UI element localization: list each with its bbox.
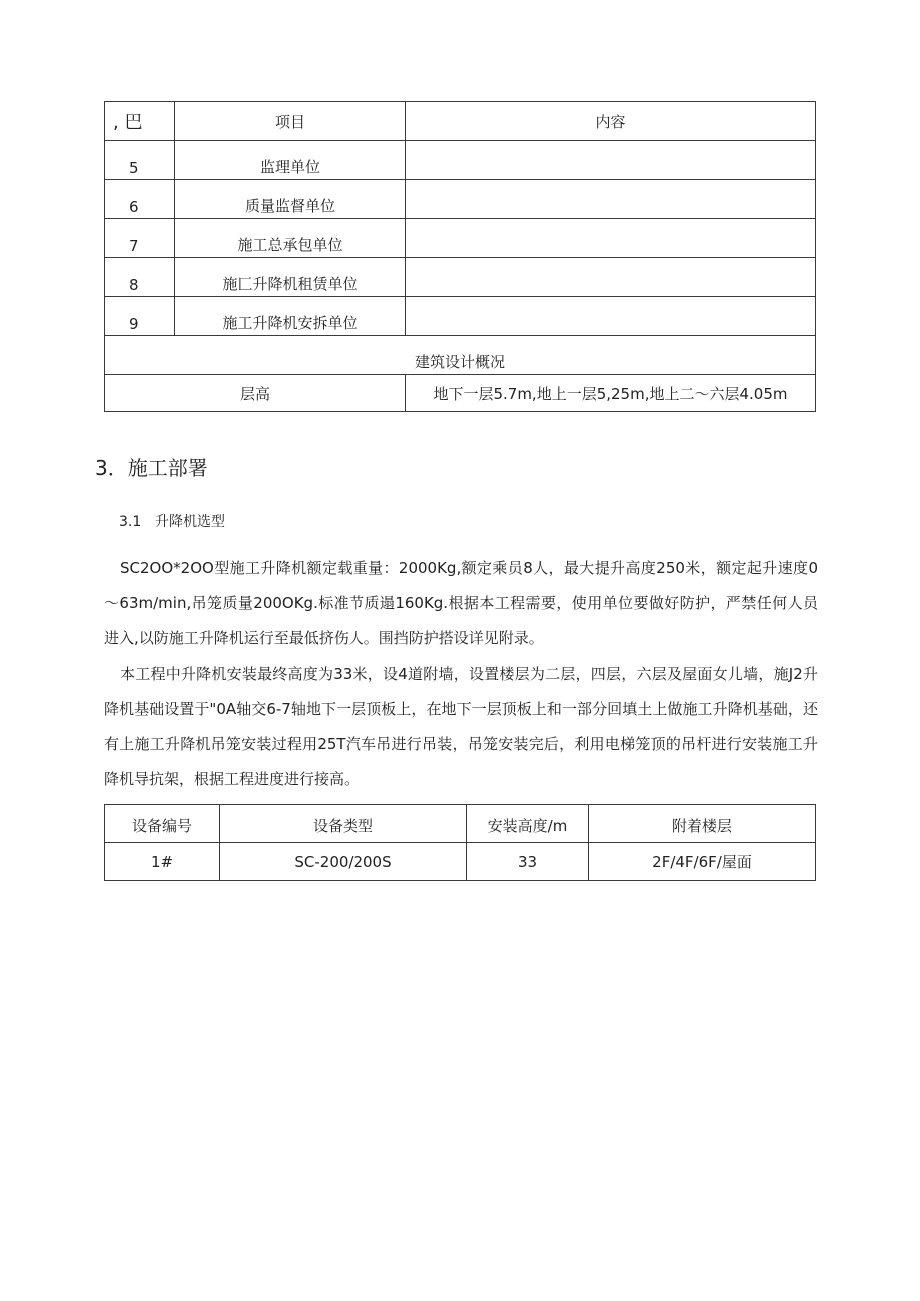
install-height: 33 <box>467 843 589 881</box>
table-row <box>105 219 816 258</box>
row-number: 9 <box>105 297 175 336</box>
row-item: 施工升降机安拆单位 <box>175 297 406 336</box>
section-heading: 3．施工部署 <box>95 456 208 480</box>
subsection-number: 3.1 <box>119 514 142 530</box>
row-number: 5 <box>105 141 175 180</box>
subsection-title: 升降机选型 <box>155 514 225 530</box>
header-cell: 附着楼层 <box>589 805 816 843</box>
row-number: 8 <box>105 258 175 297</box>
table-row <box>105 141 816 180</box>
row-content <box>405 219 815 258</box>
row-content <box>405 141 815 180</box>
row-content <box>405 258 815 297</box>
row-number: 6 <box>105 180 175 219</box>
header-seq: , 巴 <box>105 102 175 141</box>
table-row <box>105 180 816 219</box>
row-number: 7 <box>105 219 175 258</box>
row-item: 施工总承包单位 <box>175 219 406 258</box>
table-header-row <box>105 805 816 843</box>
row-item: 质量监督单位 <box>175 180 406 219</box>
equipment-table <box>104 804 816 881</box>
table-row <box>105 843 816 881</box>
equipment-type: SC-200/200S <box>220 843 467 881</box>
paragraph: 本工程中升降机安装最终高度为33米，设4道附墙，设置楼层为二层，四层，六层及屋面女儿墙，施J2升降机基础设置于"0A轴交6-7轴地下一层顶板上，在地下一层顶板上和一部分回填土上做施工升降机基础，还有上施工升降机吊笼安装过程用25T汽车吊进行吊装，吊笼安装完后，利用电梯笼顶的吊杆进行安装施工升降机导抗架，根据工程进度进行接高。 <box>104 665 818 788</box>
section-row-title: 建筑设计概况 <box>105 336 816 375</box>
equipment-id: 1# <box>105 843 220 881</box>
floor-height-label: 层高 <box>105 375 406 412</box>
table-row <box>105 258 816 297</box>
row-content <box>405 297 815 336</box>
floor-height-row <box>105 375 816 412</box>
header-cell: 设备类型 <box>220 805 467 843</box>
header-item: 项目 <box>175 102 406 141</box>
table-row <box>105 297 816 336</box>
table-header-row <box>105 102 816 141</box>
section-row <box>105 336 816 375</box>
floor-height-value: 地下一层5.7m,地上一层5,25m,地上二～六层4.05m <box>405 375 815 412</box>
subsection-heading <box>119 511 225 531</box>
row-item: 监理单位 <box>175 141 406 180</box>
project-info-table <box>104 101 816 412</box>
row-item: 施匚升降机租赁单位 <box>175 258 406 297</box>
header-content: 内容 <box>405 102 815 141</box>
attached-floors: 2F/4F/6F/屋面 <box>589 843 816 881</box>
row-content <box>405 180 815 219</box>
header-cell: 设备编号 <box>105 805 220 843</box>
header-cell: 安装高度/m <box>467 805 589 843</box>
paragraph: SC2OO*2OO型施工升降机额定载重量：2000Kg,额定乘员8人，最大提升高度250米，额定起升速度0～63m∕min,吊笼质量200OKg.标准节质遢160Kg.根据本工程需要，使用单位要做好防护，严禁任何人员进入,以防施工升降机运行至最低挤伤人。围挡防护搭设详见附录。 <box>104 559 818 647</box>
